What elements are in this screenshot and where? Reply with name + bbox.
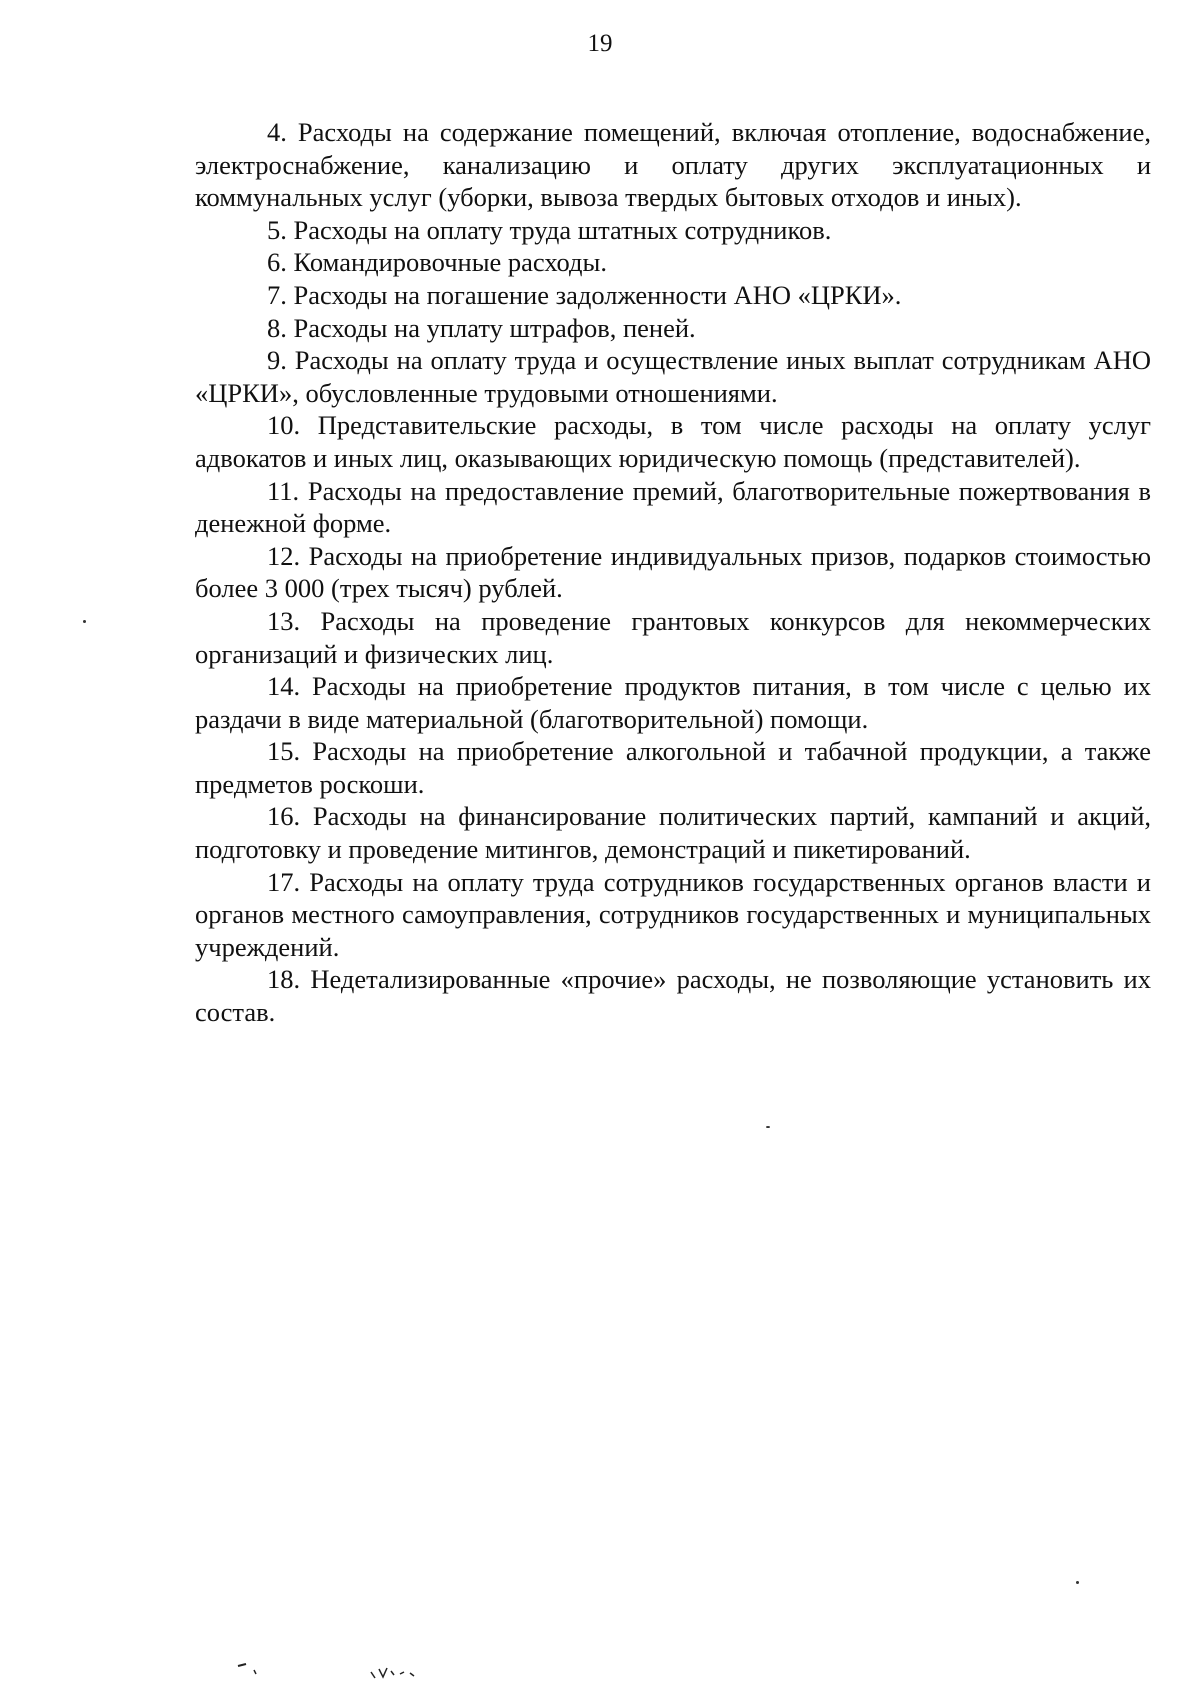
item-number: 14. [267, 671, 301, 702]
item-text: Расходы на содержание помещений, включая отопление, водоснабжение, электроснабжение, канализацию и оплату других эксплуатационных и коммунальных услуг (уборки, вывоза твердых бытовых отходов и иных). [195, 117, 1151, 213]
list-item [195, 866, 1151, 964]
list-item [195, 116, 1151, 214]
list-item [195, 246, 1151, 279]
item-text: Недетализированные «прочие» расходы, не позволяющие установить их состав. [195, 964, 1151, 1028]
item-text: Расходы на уплату штрафов, пеней. [293, 312, 696, 343]
list-item [195, 312, 1151, 345]
scan-speck [1076, 1581, 1079, 1584]
expense-list [195, 116, 1151, 1029]
item-text: Расходы на оплату труда и осуществление иных выплат сотрудникам АНО «ЦРКИ», обусловленные трудовыми отношениями. [195, 345, 1152, 408]
list-item [195, 670, 1151, 735]
item-text: Расходы на приобретение алкогольной и табачной продукции, а также предметов роскоши. [195, 736, 1152, 799]
scan-artifact-icon [236, 1660, 446, 1684]
item-text: Расходы на предоставление премий, благотворительные пожертвования в денежной форме. [195, 475, 1152, 539]
item-text: Расходы на приобретение индивидуальных призов, подарков стоимостью более 3 000 (трех тысяч) рублей. [195, 540, 1151, 604]
item-number: 12. [267, 540, 301, 571]
list-item [195, 735, 1151, 800]
item-text: Представительские расходы, в том числе расходы на оплату услуг адвокатов и иных лиц, оказывающих юридическую помощь (представителей). [195, 410, 1152, 473]
item-number: 16. [267, 801, 301, 832]
item-number: 18. [267, 964, 301, 995]
item-number: 15. [267, 736, 301, 767]
list-item [195, 605, 1151, 670]
item-text: Расходы на финансирование политических партий, кампаний и акций, подготовку и проведение митингов, демонстраций и пикетирований. [195, 801, 1152, 865]
item-number: 17. [267, 866, 301, 897]
item-number: 10. [267, 410, 301, 441]
item-number: 13. [267, 605, 301, 636]
list-item [195, 800, 1151, 865]
page-number: 19 [587, 30, 613, 57]
list-item [195, 963, 1151, 1028]
item-number: 6. [267, 247, 287, 278]
list-item [195, 279, 1151, 312]
item-text: Расходы на приобретение продуктов питания, в том числе с целью их раздачи в виде материальной (благотворительной) помощи. [195, 671, 1152, 734]
item-text: Расходы на оплату труда сотрудников государственных органов власти и органов местного самоуправления, сотрудников государственных и муниципальных учреждений. [195, 866, 1151, 962]
scan-speck [766, 1126, 770, 1128]
list-item [195, 540, 1151, 605]
item-number: 8. [267, 312, 287, 343]
item-number: 11. [267, 475, 300, 506]
item-text: Расходы на проведение грантовых конкурсов для некоммерческих организаций и физических лиц. [195, 605, 1151, 669]
scan-speck [83, 620, 86, 623]
list-item [195, 409, 1151, 474]
list-item [195, 214, 1151, 247]
item-number: 9. [267, 345, 287, 376]
item-number: 7. [267, 279, 287, 310]
item-text: Расходы на погашение задолженности АНО «ЦРКИ». [293, 279, 902, 310]
list-item [195, 475, 1151, 540]
item-number: 5. [267, 214, 287, 245]
item-text: Расходы на оплату труда штатных сотрудников. [293, 214, 832, 245]
scan-artifact-marks [236, 1660, 446, 1688]
item-text: Командировочные расходы. [293, 247, 607, 278]
list-item [195, 344, 1151, 409]
item-number: 4. [267, 117, 287, 147]
